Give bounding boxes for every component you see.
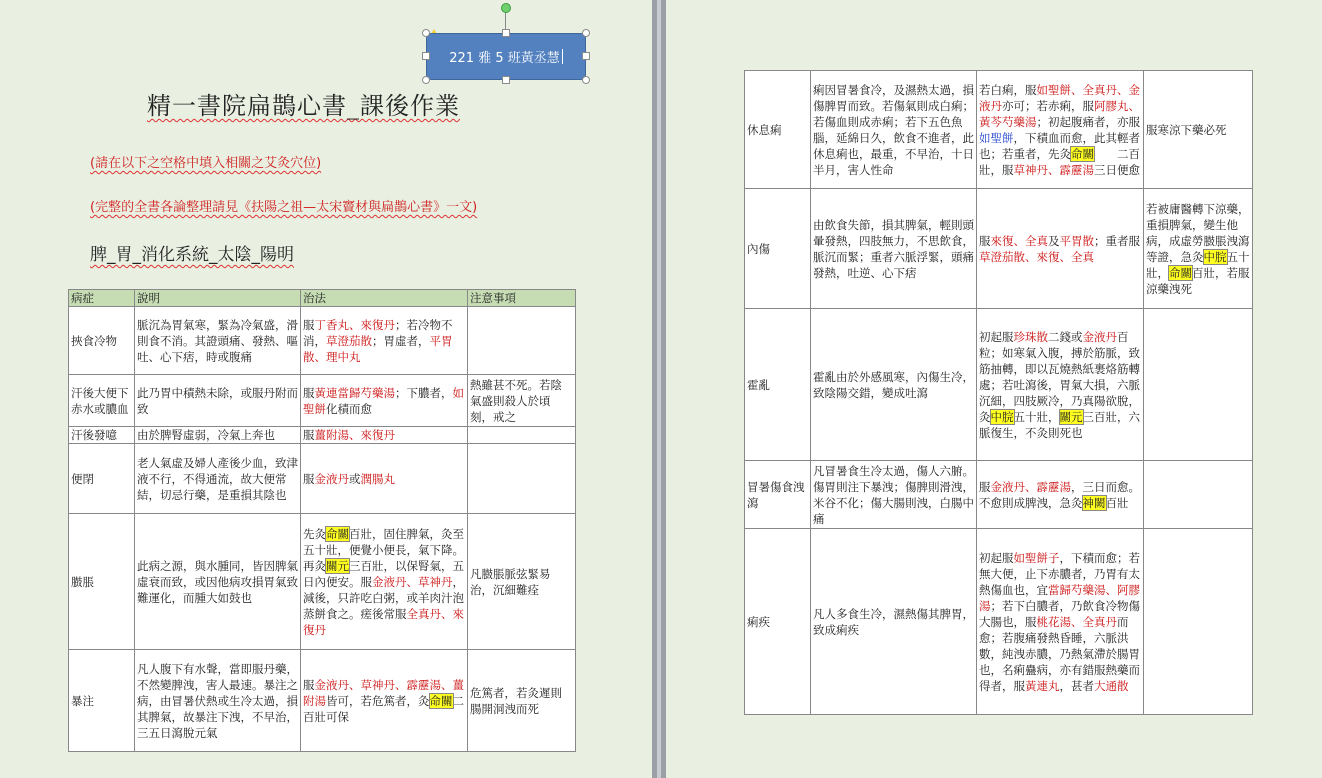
description-cell[interactable] [135,444,301,514]
disease-cell[interactable] [745,309,811,461]
caution-text[interactable]: 危篤者，若灸遲則腸開洞洩而死 [470,685,562,716]
description-cell[interactable] [135,514,301,650]
description-cell[interactable] [135,307,301,375]
treatment-cell[interactable] [977,189,1144,309]
description-cell[interactable] [135,427,301,444]
table-row [69,650,576,752]
cell-text[interactable]: ，下積血而愈，此其輕者也；若重者，先灸 [979,130,1140,161]
acupoint-highlight[interactable]: 命關 [1071,146,1094,161]
text-cursor [562,49,563,64]
remedy-name[interactable]: 桃花湯、全真丹 [1036,614,1117,629]
left-table [68,289,576,752]
caution-text[interactable]: 凡臌脹脈弦緊易治，沉細難痊 [470,566,551,597]
remedy-name[interactable]: 平胃散 [1059,233,1094,248]
treatment-cell[interactable] [301,514,468,650]
caution-cell[interactable] [1144,529,1253,715]
cell-text[interactable]: 若被庸醫轉下涼藥，重損脾氣，變生他病，成虛勞臌脹洩瀉等證，急灸 [1146,201,1250,264]
cell-text[interactable]: ，甚者 [1059,678,1094,693]
remedy-name[interactable]: 大通散 [1094,678,1129,693]
remedy-name[interactable]: 潤腸丸 [360,471,395,486]
cell-text[interactable]: ；胃虛者， [372,333,430,348]
caution-cell[interactable] [468,375,576,427]
treatment-cell[interactable] [301,650,468,752]
resize-handle-w[interactable] [422,52,430,60]
description-text[interactable]: 霍亂由於外感風寒，內傷生冷，致陰陽交錯，變成吐瀉 [813,369,974,400]
right-table [744,70,1253,715]
treatment-cell[interactable] [301,307,468,375]
cell-text[interactable]: 或 [349,471,361,486]
disease-cell[interactable] [69,650,135,752]
description-cell[interactable] [135,375,301,427]
header-cell: 治法 [301,290,468,307]
disease-name[interactable]: 便閉 [71,471,94,486]
remedy-name[interactable]: 金液丹、霹靂湯 [990,479,1071,494]
cell-text[interactable]: ；重者服 [1094,233,1140,248]
section-heading[interactable]: 脾_胃_消化系統_太陰_陽明 [90,245,294,265]
disease-name[interactable]: 冒暑傷食洩瀉 [747,479,805,510]
disease-name[interactable]: 痢疾 [747,614,770,629]
cell-text[interactable]: 服 [979,233,991,248]
table-row [745,189,1253,309]
cell-text[interactable]: ，三日而愈。不愈則成脾洩，急灸 [979,479,1140,510]
remedy-name[interactable]: 如聖餅、全真丹、金液丹 [979,82,1140,113]
description-text[interactable]: 由於脾腎虛弱，冷氣上奔也 [137,428,275,442]
remedy-name[interactable]: 黃連當歸芍藥湯 [314,385,395,400]
caution-cell[interactable] [468,514,576,650]
description-text[interactable]: 凡冒暑食生冷太過，傷人六腑。傷胃則注下暴洩；傷脾則滑洩，米谷不化；傷大腸則洩，白腸中痛 [813,463,974,526]
acupoint-highlight[interactable]: 命關 [326,526,349,541]
disease-name[interactable]: 臌脹 [71,574,94,589]
cell-text[interactable]: 皆可，若危篤者，灸 [326,693,430,708]
disease-cell[interactable] [745,71,811,189]
cell-text[interactable]: ；下膿者， [395,385,453,400]
cell-text[interactable]: 百粒；如寒氣入腹，搏於筋脈，致筋抽轉，即以瓦燒熱紙裹烙筋轉處；若吐瀉後，胃氣大損，六脈沉細，四肢厥冷，乃真陽欲脫，灸 [979,329,1140,424]
disease-cell[interactable] [745,461,811,529]
cell-text[interactable]: 服 [303,677,315,692]
remedy-name[interactable]: 金液丹、草神丹、霹靂湯、薑附湯 [303,677,464,708]
cell-text[interactable]: 服 [979,479,991,494]
remedy-name[interactable]: 薑附湯、來復丹 [314,428,395,442]
remedy-name[interactable]: 阿膠丸、黃芩芍藥湯 [979,98,1140,129]
disease-cell[interactable] [745,189,811,309]
remedy-name[interactable]: 珍珠散 [1013,329,1048,344]
description-text[interactable]: 脈沉為胃氣寒，緊為冷氣盛，滑則食不消。其證頭痛、發熱、嘔吐、心下痞，時或腹痛 [137,317,298,364]
remedy-name[interactable]: 金液丹、草神丹 [372,574,453,589]
table-row [745,309,1253,461]
remedy-name[interactable]: 草澄茄散 [326,333,372,348]
cell-text[interactable]: 二百壯可保 [303,693,464,724]
cell-text[interactable]: ，減後，只許吃白粥，或羊肉汁泡蒸餅食之。瘥後常服 [303,574,464,621]
treatment-cell[interactable] [301,427,468,444]
disease-cell[interactable] [69,444,135,514]
disease-cell[interactable] [69,307,135,375]
remedy-name[interactable]: 全真丹、來復丹 [303,606,464,637]
cell-text[interactable]: ；若下白膿者，乃飲食冷物傷大腸也，服 [979,598,1140,629]
disease-cell[interactable] [69,375,135,427]
disease-cell[interactable] [69,427,135,444]
cell-text[interactable]: 亦可；若赤痢，服 [1002,98,1094,113]
table-row [69,375,576,427]
acupoint-highlight[interactable]: 中脘 [990,409,1014,424]
cell-text[interactable]: 服寒涼下藥必死 [1146,122,1227,137]
selected-textbox[interactable] [426,33,586,80]
cell-text[interactable]: 服 [303,471,315,486]
table-row [69,427,576,444]
description-text[interactable]: 此乃胃中積熱未除，或服丹附而致 [137,385,298,416]
caution-cell[interactable] [1144,71,1253,189]
description-cell[interactable] [135,650,301,752]
disease-name[interactable]: 暴注 [71,693,94,708]
cell-text[interactable]: 服 [303,317,315,332]
remedy-name[interactable]: 金液丹 [314,471,349,486]
remedy-name[interactable]: 平胃散、理中丸 [303,333,453,364]
resize-handle-s[interactable] [502,76,510,84]
caution-cell[interactable] [468,307,576,375]
cell-text[interactable]: 及 [1048,233,1060,248]
note-reference[interactable]: (完整的全書各論整理請見《扶陽之祖—太宋竇材與扁鵲心書》一文) [90,200,478,215]
cell-text[interactable]: 初起服 [979,550,1014,565]
remedy-name[interactable]: 草神丹、霹靂湯 [1013,162,1094,177]
description-cell[interactable] [811,461,977,529]
resize-handle-se[interactable] [582,76,590,84]
remedy-name[interactable]: 草澄茄散、來復、全真 [979,249,1094,264]
treatment-cell[interactable] [301,375,468,427]
table-row [69,444,576,514]
description-text[interactable]: 由飲食失節，損其脾氣，輕則頭暈發熱，四肢無力，不思飲食，脈沉而緊；重者六脈浮緊，頭痛發熱，吐逆、心下痞 [813,217,974,280]
disease-name[interactable]: 汗後大便下赤水或膿血 [71,385,129,416]
cell-text[interactable]: 二錢或 [1048,329,1083,344]
header-cell: 注意事項 [468,290,576,307]
note-instruction[interactable]: (請在以下之空格中填入相關之艾灸穴位) [90,156,322,171]
cell-text[interactable]: 五十壯， [1013,409,1060,424]
acupoint-highlight[interactable]: 命關 [429,693,453,708]
cell-text[interactable]: 三日便愈 [1094,162,1140,177]
cell-text[interactable]: 百壯，固住脾氣，灸至五十壯，便覺小便長，氣下降。再灸 [303,526,464,573]
remedy-name[interactable]: 金液丹 [1082,329,1117,344]
description-text[interactable]: 此病之源，與水腫同，皆因脾氣虛衰而致，或因他病攻損胃氣致難運化，而腫大如鼓也 [137,558,298,605]
cell-text[interactable]: 服 [303,385,315,400]
disease-name[interactable]: 休息痢 [747,122,782,137]
treatment-cell[interactable] [977,71,1144,189]
page-gutter [652,0,666,778]
acupoint-highlight[interactable]: 關元 [1059,409,1083,424]
cell-text[interactable]: 若白痢，服 [979,82,1037,97]
remedy-name[interactable]: 丁香丸、來復丹 [314,317,395,332]
remedy-name[interactable]: 當歸芍藥湯、阿膠湯 [979,582,1140,613]
caution-cell[interactable] [1144,461,1253,529]
textbox-text[interactable]: 221 雅 5 班黃丞慧 [449,51,560,66]
resize-handle-nw[interactable] [422,29,430,37]
treatment-cell[interactable] [977,461,1144,529]
cell-text[interactable]: ；初起腹痛者，亦服 [1036,114,1140,129]
treatment-cell[interactable] [977,309,1144,461]
description-cell[interactable] [811,529,977,715]
description-text[interactable]: 凡人腹下有水聲，當即服丹藥，不然變脾洩，害人最速。暴注之病，由冒暑伏熱或生冷太過，損其脾氣，故暴注下洩，不早治，三五日瀉脫元氣 [137,661,298,740]
caution-cell[interactable] [1144,189,1253,309]
caution-cell[interactable] [468,650,576,752]
cell-text[interactable]: ；若冷物不消， [303,317,453,348]
description-cell[interactable] [811,189,977,309]
remedy-name[interactable]: 來復、全真 [990,233,1048,248]
rotate-handle[interactable] [501,3,511,13]
caution-cell[interactable] [468,444,576,514]
remedy-name[interactable]: 如聖餅 [979,130,1014,145]
resize-handle-sw[interactable] [422,76,430,84]
table-row [745,461,1253,529]
description-text[interactable]: 老人氣虛及婦人產後少血，致津液不行，不得通流，故大便常結，切忌行藥，是重損其陰也 [137,455,298,502]
table-row [745,529,1253,715]
header-cell: 病症 [69,290,135,307]
description-cell[interactable] [811,71,977,189]
resize-handle-e[interactable] [582,52,590,60]
header-cell: 說明 [135,290,301,307]
remedy-name[interactable]: 如聖餅 [303,385,464,416]
treatment-cell[interactable] [977,529,1144,715]
cell-text[interactable]: 三百壯，六脈復生，不灸則死也 [979,409,1140,440]
cell-text[interactable]: 三百壯，以保腎氣，五日內便安。服 [303,558,464,589]
cell-text[interactable]: 先灸 [303,526,326,541]
acupoint-highlight[interactable]: 關元 [326,558,349,573]
table-row [745,71,1253,189]
acupoint-highlight[interactable]: 命關 [1169,265,1192,280]
cell-text[interactable]: 而愈；若腹痛發熱昏睡，六脈洪數，純洩赤膿，乃熱氣滯於腸胃也，名痢蠱病，亦有錯服熱藥而得者，服 [979,614,1140,693]
disease-name[interactable]: 挾食冷物 [71,333,117,348]
description-text[interactable]: 痢因冒暑食冷，及濕熱太過，損傷脾胃而致。若傷氣則成白痢；若傷血則成赤痢；若下五色魚腦，延綿日久，飲食不進者，此休息痢也，最重，不早治，十日半月，害人性命 [813,82,974,177]
disease-cell[interactable] [745,529,811,715]
table-row [69,307,576,375]
resize-handle-ne[interactable] [582,29,590,37]
table-row [69,514,576,650]
resize-handle-n[interactable] [502,29,510,37]
disease-name[interactable]: 內傷 [747,241,770,256]
disease-cell[interactable] [69,514,135,650]
acupoint-highlight[interactable]: 神闕 [1082,495,1106,510]
cell-text[interactable]: 百壯，若服涼藥洩死 [1146,265,1250,296]
disease-name[interactable]: 汗後發噫 [71,428,117,442]
table-header-row [69,290,576,307]
document-title[interactable]: 精一書院扁鵲心書_課後作業 [147,92,460,120]
acupoint-highlight[interactable]: 中脘 [1203,249,1227,264]
cell-text[interactable]: ，下積而愈；若無大便，止下赤膿者，乃胃有太熱傷血也，宜 [979,550,1140,597]
document-page-right [666,0,1322,778]
cell-text[interactable]: 化積而愈 [326,401,372,416]
remedy-name[interactable]: 黃連丸 [1025,678,1060,693]
cell-text[interactable]: 二百壯，服 [979,146,1140,177]
caution-cell[interactable] [468,427,576,444]
document-page-left [0,0,652,778]
disease-name[interactable]: 霍亂 [747,377,770,392]
description-cell[interactable] [811,309,977,461]
caution-text[interactable]: 熱雖甚不死。若陰氣盛則殺人於頃刻，戒之 [470,377,562,424]
cell-text[interactable]: 百壯 [1105,495,1129,510]
cell-text[interactable]: 服 [303,428,315,442]
caution-cell[interactable] [1144,309,1253,461]
description-text[interactable]: 凡人多食生冷，濕熱傷其脾胃，致成痢疾 [813,606,974,637]
cell-text[interactable]: 五十壯， [1146,249,1250,280]
cell-text[interactable]: 初起服 [979,329,1014,344]
remedy-name[interactable]: 如聖餅子 [1013,550,1060,565]
treatment-cell[interactable] [301,444,468,514]
